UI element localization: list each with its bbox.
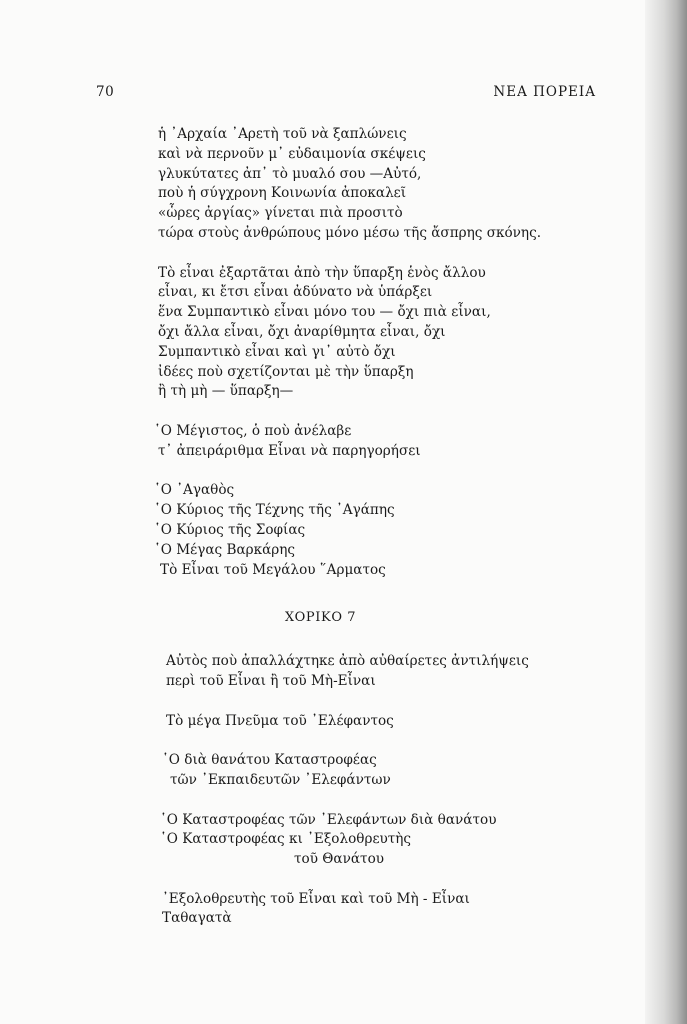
poem-line: Αὐτὸς ποὺ ἀπαλλάχτηκε ἀπὸ αὐθαίρετες ἀντιλήψεις bbox=[166, 653, 529, 670]
poem-line: τώρα στοὺς ἀνθρώπους μόνο μέσω τῆς ἄσπρης σκόνης. bbox=[158, 224, 542, 241]
poem-line: ῾Ο διὰ θανάτου Καταστροφέας bbox=[162, 752, 377, 769]
poem-line: τῶν ᾿Εκπαιδευτῶν ᾿Ελεφάντων bbox=[170, 771, 391, 788]
poem-line: Τὸ εἶναι ἐξαρτᾶται ἀπὸ τὴν ὕπαρξη ἑνὸς ἄλλου bbox=[158, 264, 486, 281]
poem-line: ἰδέες ποὺ σχετίζονται μὲ τὴν ὕπαρξη bbox=[158, 363, 414, 380]
stanza bbox=[154, 422, 608, 462]
poem-line: ῾Ο Κύριος τῆς Τέχνης τῆς ᾿Αγάπης bbox=[154, 502, 395, 519]
page-header bbox=[0, 84, 640, 104]
poem-line: τ᾿ ἀπειράριθμα Εἶναι νὰ παρηγορήσει bbox=[158, 442, 421, 459]
stanza bbox=[158, 890, 608, 930]
section-title: ΧΟΡΙΚΟ 7 bbox=[284, 610, 357, 626]
poem-line: «ὧρες ἀργίας» γίνεται πιὰ προσιτὸ bbox=[158, 205, 403, 222]
stanza bbox=[154, 481, 608, 580]
poem-line: ἕνα Συμπαντικὸ εἶναι μόνο του — ὄχι πιὰ εἶναι, bbox=[158, 304, 491, 321]
poem-line: ἡ ᾿Αρχαία ᾿Αρετὴ τοῦ νὰ ξαπλώνεις bbox=[158, 126, 407, 142]
stanza bbox=[158, 712, 608, 732]
poem-line: ῾Ο Κύριος τῆς Σοφίας bbox=[154, 521, 306, 538]
poem-body bbox=[154, 125, 608, 949]
stanza bbox=[158, 264, 608, 403]
poem-line: ῾Ο Καταστροφέας τῶν ᾿Ελεφάντων διὰ θανάτου bbox=[160, 811, 497, 828]
poem-line: ῾Ο Μέγιστος, ὁ ποὺ ἀνέλαβε bbox=[154, 422, 352, 439]
poem-line: ῾Ο ᾿Αγαθὸς bbox=[154, 482, 235, 499]
poem-line: καὶ νὰ περνοῦν μ᾿ εὐδαιμονία σκέψεις bbox=[158, 145, 426, 162]
stanza bbox=[158, 811, 608, 870]
poem-line: ῾Ο Μέγας Βαρκάρης bbox=[154, 541, 296, 558]
poem-line: τοῦ Θανάτου bbox=[294, 851, 385, 868]
poem-line: ῾Ο Καταστροφέας κι ᾿Εξολοθρευτὴς bbox=[160, 831, 412, 848]
poem-line: Τὸ Εἶναι τοῦ Μεγάλου ῞Αρματος bbox=[160, 561, 386, 578]
poem-line: γλυκύτατες ἀπ᾿ τὸ μυαλό σου —Αὐτό, bbox=[158, 165, 422, 182]
poem-line: Ταθαγατὰ bbox=[162, 910, 232, 927]
poem-line: εἶναι, κι ἔτσι εἶναι ἀδύνατο νὰ ὑπάρξει bbox=[158, 284, 433, 301]
poem-line: ὄχι ἄλλα εἶναι, ὄχι ἀναρίθμητα εἶναι, ὄχι bbox=[158, 323, 446, 340]
poem-line: ᾿Εξολοθρευτὴς τοῦ Εἶναι καὶ τοῦ Μὴ - Εἶναι bbox=[162, 890, 470, 907]
poem-line: περὶ τοῦ Εἶναι ἢ τοῦ Μὴ-Εἶναι bbox=[166, 672, 376, 689]
page-number: 70 bbox=[96, 84, 115, 100]
stanza bbox=[158, 652, 608, 692]
stanza bbox=[158, 751, 608, 791]
running-head: ΝΕΑ ΠΟΡΕΙΑ bbox=[493, 84, 596, 100]
stanza bbox=[158, 125, 608, 244]
poem-line: ἢ τὴ μὴ — ὕπαρξη— bbox=[158, 383, 294, 400]
poem-line: Τὸ μέγα Πνεῦμα τοῦ ᾿Ελέφαντος bbox=[166, 712, 394, 729]
poem-line: Συμπαντικὸ εἶναι καὶ γι᾿ αὐτὸ ὄχι bbox=[158, 343, 396, 360]
page-binding-shadow bbox=[645, 0, 687, 1024]
poem-line: ποὺ ἡ σύγχρονη Κοινωνία ἀποκαλεῖ bbox=[158, 185, 407, 202]
